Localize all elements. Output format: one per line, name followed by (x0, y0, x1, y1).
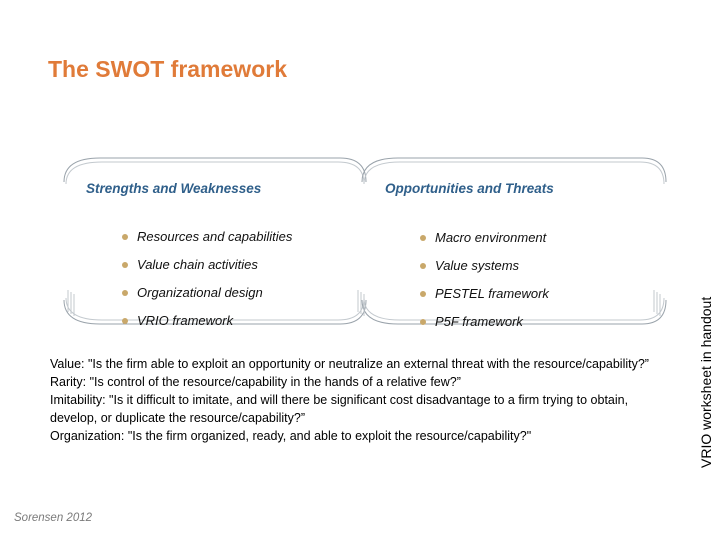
list-item: Macro environment (420, 229, 549, 257)
strengths-weaknesses-heading: Strengths and Weaknesses (86, 181, 262, 196)
bullet-icon (122, 318, 128, 324)
slide-title: The SWOT framework (48, 56, 287, 82)
footer-credit: Sorensen 2012 (14, 512, 93, 524)
bullet-icon (420, 319, 426, 325)
side-note: VRIO worksheet in handout (698, 296, 714, 468)
list-item: P5F framework (420, 313, 549, 341)
list-item: PESTEL framework (420, 285, 549, 313)
bullet-icon (420, 235, 426, 241)
list-item: VRIO framework (122, 312, 292, 340)
definition-rarity: Rarity: "Is control of the resource/capability in the hands of a relative few?” (50, 375, 461, 389)
list-item: Value systems (420, 257, 549, 285)
definition-organization: Organization: "Is the firm organized, ready, and able to exploit the resource/capability?" (50, 429, 532, 443)
definition-value: Value: "Is the firm able to exploit an opportunity or neutralize an external threat with the resource/capability?” (50, 357, 649, 371)
opportunities-threats-list (420, 229, 549, 341)
bullet-icon (420, 291, 426, 297)
bullet-icon (420, 263, 426, 269)
vrio-definitions (50, 355, 670, 445)
list-item: Value chain activities (122, 256, 292, 284)
list-item: Resources and capabilities (122, 228, 292, 256)
bullet-icon (122, 262, 128, 268)
list-item: Organizational design (122, 284, 292, 312)
definition-imitability: Imitability: "Is it difficult to imitate, and will there be significant cost disadvantage to a firm trying to obtain, develop, or duplicate the resource/capability?” (50, 393, 629, 425)
opportunities-threats-heading: Opportunities and Threats (385, 181, 554, 196)
bullet-icon (122, 234, 128, 240)
bullet-icon (122, 290, 128, 296)
strengths-weaknesses-list (122, 228, 292, 340)
